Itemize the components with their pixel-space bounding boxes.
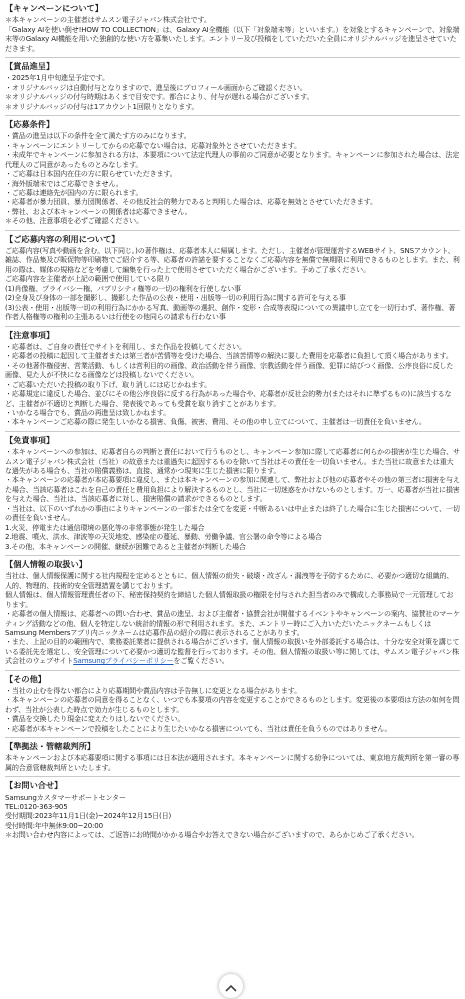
section — [5, 777, 460, 843]
text: TEL:0120-363-905 — [5, 802, 68, 812]
section-text — [5, 169, 460, 178]
section-title: 【応募条件】 — [5, 119, 55, 130]
section — [5, 327, 460, 432]
text: ・当社の止むを得ない都合により応募期間や賞品内容は予告無しに変更となる場合があります。 — [5, 686, 302, 695]
section-text — [5, 523, 460, 532]
section-title: 【個人情報の取扱い】 — [5, 559, 87, 570]
text: ・本キャンペーンの応募者の同意を得ることなく、いつでも本要項の内容を変更することができるものとします。変更後の本要項は方法の如何を問わず、当社が公表した時点で効力が生じるものとします。 — [5, 695, 460, 714]
section-text — [5, 25, 460, 53]
text: ・弊社、および本キャンペーンの関係者は応募できません。 — [5, 206, 192, 216]
section-text — [5, 131, 460, 140]
section-text — [5, 408, 460, 417]
text: ＊お問い合わせ内容によっては、ご返答にお時間がかかる場合やお答えできない場合がございますので、あらかじめご了承ください。 — [5, 830, 419, 840]
section-text — [5, 753, 460, 772]
text: ・応募者の個人情報は、応募者への問い合わせ、賞品の進呈、および主催者・協賛会社が開催するイベントやキャンペーンの案内、協賛社のマーケティング活動などの他、個人を特定しない統計的情報の形で利用されます。また、エントリー時にご入力いただいたニックネームもしくはSamsung Membersアプリ内ニックネームは応募作品の紹介の際に表示されることがあります。 — [5, 609, 460, 637]
text: ・応募者が本キャンペーンで投稿をしたことにより生じたいかなる損害についても、当社は責任を負うものではありません。 — [5, 723, 392, 733]
section-text — [5, 207, 460, 216]
text: ＊オリジナルバッジの付与時期はあくまで目安です。都合により、付与が遅れる場合がございます。 — [5, 92, 314, 102]
section — [5, 231, 460, 327]
section-text — [5, 351, 460, 360]
section-text — [5, 609, 460, 637]
text: ・2025年1月中旬進呈予定です。 — [5, 73, 109, 83]
section-title: 【お問い合せ】 — [5, 780, 63, 791]
text: をご覧ください。 — [173, 656, 229, 666]
section-text — [5, 342, 460, 351]
section-title: 【賞品進呈】 — [5, 61, 55, 72]
section-title: 【キャンペーンについて】 — [5, 3, 103, 13]
section-text — [5, 246, 460, 274]
section-text — [5, 695, 460, 714]
section-text — [5, 686, 460, 695]
text: ・当社は、以下のいずれかの事由によりキャンペーンの一部または全てを変更・中断あるいは中止または終了した場合に生じた損害について、一切の責任を負いません。 — [5, 503, 460, 523]
text: Samsungカスタマーサポートセンター — [5, 792, 126, 802]
text: 2.地震、噴火、洪水、津波等の天災地変、感染症の蔓延、暴動、労働争議、官公署の命令等による場合 — [5, 532, 322, 542]
text: ・ご応募は日本国内在住の方に限らせていただきます。 — [5, 169, 177, 179]
text: (3)公表・使用・出版等一切の利用行為にかかる写真、動画等の選択、創作・変形・合成等表現についての異議申し立てを一切行わず、著作権、著作者人格権等の権利の主張あるいは行使をの他同らの請求も行わない事 — [5, 302, 456, 322]
text: 受付時間:年中無休9:00~20:00 — [5, 820, 103, 830]
section-text — [5, 821, 460, 830]
section — [5, 738, 460, 777]
section — [5, 556, 460, 671]
text: 3.その他、本キャンペーンの開催、継続が困難であると主催者が判断した場合 — [5, 541, 246, 551]
text: ・本キャンペーンご応募の際に発生しいかなる損害、負傷、被害、費用、その他の申し立てについて、主催者は一切責任を負いません。 — [5, 417, 426, 427]
section-text — [5, 150, 460, 169]
section-text — [5, 724, 460, 733]
text: ・その他著作権侵害、営業活動、もしくは営利目的の画像、政治活動を伴う画像、宗教活動を伴う画像、犯罪に結びつく画像、公序良俗に反した画像、見た人が不快になる画像などは投稿しないでください。 — [5, 360, 454, 380]
section-text — [5, 532, 460, 541]
section — [5, 58, 460, 116]
text: ・オリジナルバッジは自動付与となりますので、進呈後にプロフィール画面からご確認ください。 — [5, 82, 307, 92]
text: ・賞品を交換したり現金に変えたりはしないでください。 — [5, 714, 185, 724]
section-text — [5, 811, 460, 820]
section-text — [5, 293, 460, 302]
text: ・また、上記の目的の範囲内で、業務委託業者に提供される場合がございます。個人情報の取扱いを外部委託する場合は、十分な安全対策を講じている委託先を選定し、安全管理について必要かつ適切な監督を行っております。その他、個人情報の取扱い等に関しては、サムスン電子ジャパン株式会社のウェブサイト — [5, 637, 460, 666]
text: ・応募者が暴力団員、暴力団関係者、その他反社会的勢力であると判明した場合は、応募を無効とさせていただきます。 — [5, 197, 377, 207]
text: ・キャンペーンにエントリーしてからの応募でない場合は、応募対象外とさせていただきます。 — [5, 140, 301, 150]
text: ・ご応募いただいた投稿の取り下げ、取り消しには応じかねます。 — [5, 379, 212, 389]
section-text — [5, 179, 460, 188]
text: (2)全身及び身体の一部を撮影し、撮影した作品の公表・使用・出版等一切の利用行為に関する許可を与える事 — [5, 293, 346, 303]
section — [5, 671, 460, 738]
section-text — [5, 188, 460, 197]
section-text — [5, 475, 460, 503]
section — [5, 116, 460, 231]
section-text — [5, 504, 460, 523]
section-text — [5, 802, 460, 811]
text: 受付期間:2023年11月1日(金)~2024年12月15日(日) — [5, 811, 172, 821]
section-text — [5, 389, 460, 408]
section-title: 【ご応募内容の利用について】 — [5, 233, 120, 244]
text: ＊本キャンペーンの主催者はサムスン電子ジャパン株式会社です。 — [5, 15, 211, 25]
text: 個人情報は、個人情報管理責任者の下、秘密保持契約を締結した個人情報取扱の権限を付与された担当者のみで構成した事務局で一元管理しております。 — [5, 590, 454, 609]
text: ・本キャンペーンの応募者が本応募要項に違反し、または本キャンペーンの参加に関連して、弊社および他の応募者やその他の第三者に損害を与えた場合、当該応募者はこれを自己の責任と費用負担により解決するものとし、当社に一切迷惑をかけないものとします。万一、応募者が当社に損害を与えた場合、当社は、当該応募者に対し、損害賠償の請求ができるものとします。 — [5, 475, 460, 504]
section-title: 【その他】 — [5, 673, 46, 684]
section-text — [5, 714, 460, 723]
text: (1)肖像権、プライバシー権、パブリシティ権等の一切の権利を行使しない事 — [5, 283, 241, 293]
section-text — [5, 571, 460, 590]
section-text — [5, 216, 460, 225]
text: 本キャンペーンおよび本応募要項に関する事項には日本法が適用されます。本キャンペーンに関する紛争については、東京地方裁判所を第一審の専属的合意管轄裁判所といたします。 — [5, 753, 460, 772]
text: ＊その他、注意事項を必ずご確認ください。 — [5, 216, 143, 226]
section-text — [5, 141, 460, 150]
text: ・応募者は、ご自身の責任でサイトを利用し、また作品を投稿してください。 — [5, 341, 246, 351]
text: ご応募内容(写真や動画を含む。以下同じ。)の著作権は、応募者本人に帰属します。ただし、主催者が管理運営するWEBサイト、SNSアカウント、雑誌、作品集及び販促物等印刷物でご紹介する等、応募者の許諾を要することなくご応募内容を無償で無期限に利用できるものとします。また、利用の際は、媒体の規格などを考慮して編集を行った上で使用させていただく場合がございます。予めご了承ください。 — [5, 245, 460, 274]
chevron-up-icon — [225, 977, 237, 996]
section-title: 【注意事項】 — [5, 329, 55, 340]
section-text — [5, 102, 460, 111]
text: ・海外版端末ではご応募できません。 — [5, 178, 123, 188]
section-text — [5, 303, 460, 322]
text: ・いかなる場合でも、賞品の再進呈は致しかねます。 — [5, 407, 170, 417]
section-text — [5, 361, 460, 380]
text: ・未成年でキャンペーンに参加される方は、本要項について法定代理人の事前のご同意が必要となります。キャンペーンに参加された場合は、法定代理人のご同意があったものとみなします。 — [5, 150, 460, 169]
text: ご応募内容を主催者が上記の範囲で使用している限り — [5, 274, 171, 284]
section-text — [5, 417, 460, 426]
section-text — [5, 284, 460, 293]
section-text — [5, 830, 460, 839]
scroll-to-top-button[interactable] — [219, 974, 243, 998]
text: 1.火災、停電または通信環境の悪化等の非常事態が発生した場合 — [5, 522, 205, 532]
text: ＊オリジナルバッジの付与は1アカウント1回限りとなります。 — [5, 101, 199, 111]
section-text — [5, 380, 460, 389]
text: ・ご応募は連絡先が国内の方に限られます。 — [5, 187, 143, 197]
text: ・応募規定に違反した場合、並びにその他公序良俗に反する行為があった場合や、応募者が反社会的勢力(またはそれに準ずるもの)に該当するなど、主催者が不適切と判断した場合、発表後であっても受賞を取り消すことがあります。 — [5, 389, 452, 408]
section-text — [5, 83, 460, 92]
section-text — [5, 197, 460, 206]
text: ・本キャンペーンへの参加は、応募者自らの判断と責任において行うものとし、キャンペーン参加に際して応募者に何らかの損害が生じた場合、サムスン電子ジャパン株式会社（当社）の故意または重過失に起因するものを除いて当社はその責任を一切負いません。また当社に故意または重大な過失がある場合も、当社の賠償義務は、直接、通常かつ現実に生じた損害に限ります。 — [5, 447, 460, 475]
text: 当社は、個人情報保護に関する社内規程を定めるとともに、個人情報の紛失・破壊・改ざん・漏洩等を予防するために、必要かつ適切な組織的、人的、物理的、技術的安全管理措置を講じております。 — [5, 571, 454, 590]
privacy-policy-link[interactable]: Samsungプライバシーポリシー — [73, 656, 174, 666]
section — [5, 432, 460, 556]
section-text — [5, 542, 460, 551]
section-text — [5, 274, 460, 283]
section-text — [5, 637, 460, 665]
section — [5, 0, 460, 58]
text: ・応募者の投稿に起因して主催者または第三者が苦情等を受けた場合、当該苦情等の解決に要した費用を応募者に負担して頂く場合があります。 — [5, 351, 453, 361]
section-text — [5, 590, 460, 609]
text: 「Galaxy AIを使い倒せ!HOW TO COLLECTION」は、Galaxy AI全機能（以下「対象端末等」といいます。）を対象とするキャンペーンで、対象端末等のGalaxy AI機能を用いた独創的な使い方を募集いたします。エントリー及び投稿をしていただいた全員にオリジナルバッジを進呈させていただきます。 — [5, 24, 460, 53]
section-text — [5, 15, 460, 24]
section-text — [5, 793, 460, 802]
text: ・賞品の進呈は以下の条件を全て満たす方のみになります。 — [5, 131, 191, 141]
section-text — [5, 92, 460, 101]
section-text — [5, 447, 460, 475]
section-title: 【免責事項】 — [5, 434, 55, 445]
section-text — [5, 73, 460, 82]
section-title: 【準拠法・管轄裁判所】 — [5, 741, 96, 752]
